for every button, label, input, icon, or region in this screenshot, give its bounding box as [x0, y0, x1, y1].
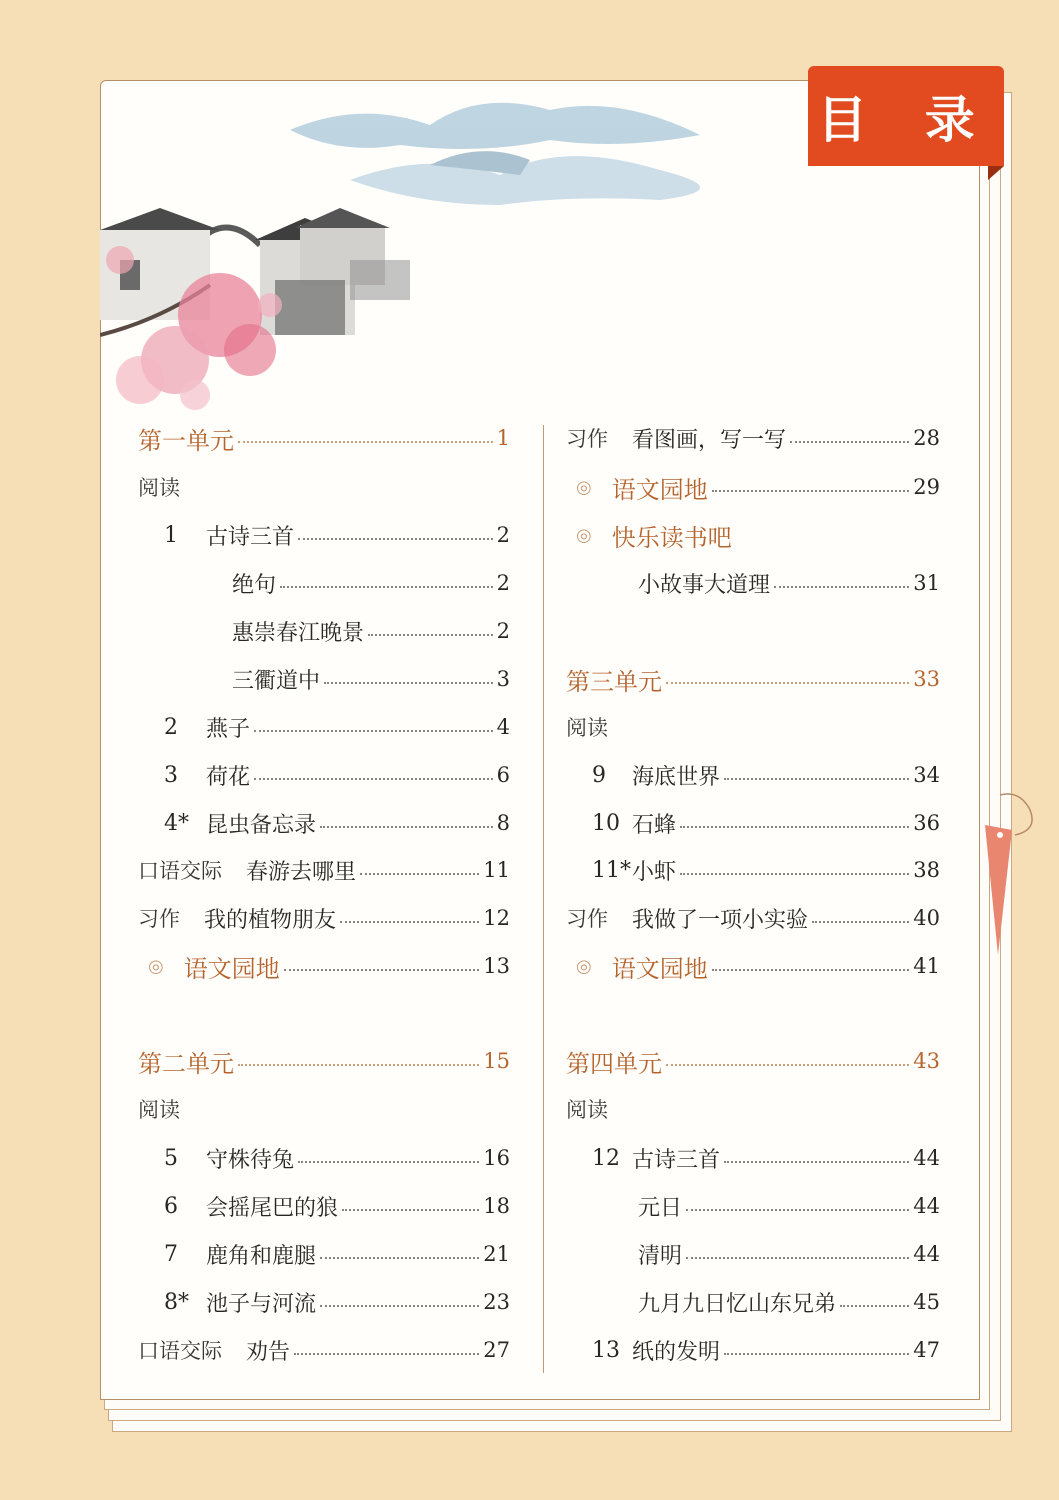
lesson-number: 13: [592, 1337, 620, 1363]
page-number: 38: [913, 858, 940, 882]
entry-title: 会摇尾巴的狼: [206, 1195, 339, 1221]
mountains-icon: [290, 103, 700, 205]
section-label: 习作: [566, 427, 608, 451]
entry-title: 池子与河流: [206, 1291, 317, 1317]
dot-leader: [724, 1353, 909, 1355]
page-title: 目 录: [808, 66, 1004, 166]
lesson-number: 5: [164, 1145, 178, 1171]
page-number: 2: [496, 571, 510, 595]
lesson-number: 12: [592, 1145, 620, 1171]
toc-entry-garden[interactable]: [148, 949, 510, 983]
dot-leader: [254, 730, 493, 732]
entry-title: 古诗三首: [206, 524, 295, 550]
entry-title: 三衢道中: [232, 668, 321, 694]
ink-landscape-illustration: [100, 80, 800, 420]
bullet-circle-icon: ◎: [148, 955, 164, 977]
page-number: 29: [913, 475, 940, 499]
page-number: 11: [483, 858, 510, 882]
toc-entry-lesson[interactable]: [164, 758, 510, 792]
dot-leader: [254, 778, 493, 780]
toc-entry-sub[interactable]: [232, 662, 510, 696]
dot-leader: [790, 441, 909, 443]
dot-leader: [340, 921, 479, 923]
section-label: 口语交际: [138, 859, 222, 883]
entry-title: 鹿角和鹿腿: [206, 1243, 317, 1269]
dot-leader: [324, 682, 493, 684]
dot-leader: [680, 873, 909, 875]
entry-title: 第二单元: [138, 1049, 234, 1078]
entry-title: 昆虫备忘录: [206, 812, 317, 838]
bullet-circle-icon: ◎: [576, 955, 592, 977]
hanging-tag-icon: [960, 790, 1059, 960]
lesson-number: 4*: [164, 810, 189, 836]
dot-leader: [320, 826, 493, 828]
dot-leader: [680, 826, 909, 828]
entry-title: 纸的发明: [632, 1339, 721, 1365]
lesson-number: 3: [164, 762, 178, 788]
toc-entry-sub[interactable]: [638, 1237, 940, 1271]
entry-title: 石蜂: [632, 812, 677, 838]
toc-entry-lesson[interactable]: [164, 710, 510, 744]
dot-leader: [284, 969, 480, 971]
toc-entry-labeled[interactable]: [138, 853, 510, 887]
section-label: 习作: [566, 907, 608, 931]
toc-entry-sub[interactable]: [638, 1285, 940, 1319]
toc-entry-lesson[interactable]: [592, 853, 940, 887]
entry-title: 荷花: [206, 764, 251, 790]
dot-leader: [320, 1305, 479, 1307]
lesson-number: 8*: [164, 1289, 189, 1315]
toc-entry-unit[interactable]: [138, 421, 510, 455]
dot-leader: [294, 1353, 479, 1355]
entry-title: 守株待兔: [206, 1147, 295, 1173]
page-number: 27: [483, 1338, 510, 1362]
toc-entry-sub[interactable]: [638, 566, 940, 600]
page-number: 1: [496, 426, 510, 450]
dot-leader: [812, 921, 909, 923]
toc-entry-garden[interactable]: [576, 949, 940, 983]
entry-title: 小虾: [632, 859, 677, 885]
toc-entry-garden[interactable]: [576, 470, 940, 504]
dot-leader: [666, 682, 909, 684]
entry-title: 阅读: [566, 716, 608, 740]
entry-title: 第三单元: [566, 667, 662, 696]
entry-title: 燕子: [206, 716, 251, 742]
page-number: 8: [496, 811, 510, 835]
entry-title: 元日: [638, 1195, 683, 1221]
dot-leader: [712, 969, 910, 971]
lesson-number: 1: [164, 522, 178, 548]
toc-entry-lesson[interactable]: [164, 1285, 510, 1319]
toc-entry-lesson[interactable]: [592, 758, 940, 792]
page-number: 28: [913, 426, 940, 450]
lesson-number: 10: [592, 810, 620, 836]
dot-leader: [840, 1305, 909, 1307]
dot-leader: [686, 1209, 909, 1211]
dot-leader: [238, 1064, 479, 1066]
toc-entry-unit[interactable]: [566, 662, 940, 696]
page-number: 2: [496, 619, 510, 643]
page-number: 6: [496, 763, 510, 787]
entry-title: 春游去哪里: [246, 859, 357, 885]
dot-leader: [298, 538, 493, 540]
lesson-number: 11*: [592, 857, 631, 883]
page-number: 16: [483, 1146, 510, 1170]
dot-leader: [686, 1257, 909, 1259]
entry-title: 快乐读书吧: [611, 523, 732, 552]
page-number: 41: [913, 954, 940, 978]
lesson-number: 7: [164, 1241, 178, 1267]
entry-title: 阅读: [138, 476, 180, 500]
page-number: 44: [913, 1242, 940, 1266]
page-number: 34: [913, 763, 940, 787]
page-number: 2: [496, 523, 510, 547]
entry-title: 语文园地: [611, 475, 708, 504]
toc-entry-sub[interactable]: [232, 566, 510, 600]
toc-entry-lesson[interactable]: [164, 1189, 510, 1223]
page-number: 13: [483, 954, 510, 978]
entry-title: 劝告: [246, 1339, 291, 1365]
page-number: 33: [913, 667, 940, 691]
entry-title: 我做了一项小实验: [632, 907, 809, 933]
entry-title: 第一单元: [138, 426, 234, 455]
lesson-number: 2: [164, 714, 178, 740]
toc-entry-unit[interactable]: [566, 1044, 940, 1078]
page-number: 45: [913, 1290, 940, 1314]
section-label: 习作: [138, 907, 180, 931]
lesson-number: 9: [592, 762, 606, 788]
page-number: 23: [483, 1290, 510, 1314]
entry-title: 语文园地: [611, 954, 708, 983]
page-number: 40: [913, 906, 940, 930]
toc-entry-lesson[interactable]: [164, 518, 510, 552]
toc-entry-section: [138, 470, 510, 504]
page-number: 18: [483, 1194, 510, 1218]
toc-entry-section: [138, 1092, 510, 1126]
entry-title: 阅读: [566, 1098, 608, 1122]
entry-title: 第四单元: [566, 1049, 662, 1078]
page-number: 12: [483, 906, 510, 930]
entry-title: 清明: [638, 1243, 683, 1269]
entry-title: 海底世界: [632, 764, 721, 790]
page-number: 15: [483, 1049, 510, 1073]
toc-entry-labeled[interactable]: [138, 1333, 510, 1367]
entry-title: 看图画，写一写: [632, 427, 787, 453]
toc-entry-unit[interactable]: [138, 1044, 510, 1078]
toc-entry-section: [566, 710, 940, 744]
toc-entry-labeled[interactable]: [566, 421, 940, 455]
page-number: 47: [913, 1338, 940, 1362]
bullet-circle-icon: ◎: [576, 524, 592, 546]
toc-entry-garden[interactable]: [576, 518, 940, 552]
page-number: 36: [913, 811, 940, 835]
toc-entry-lesson[interactable]: [592, 1141, 940, 1175]
toc-entry-sub[interactable]: [638, 1189, 940, 1223]
toc-entry-lesson[interactable]: [164, 1141, 510, 1175]
bullet-circle-icon: ◎: [576, 476, 592, 498]
column-divider: [543, 425, 544, 1373]
entry-title: 语文园地: [183, 954, 280, 983]
page-number: 4: [496, 715, 510, 739]
dot-leader: [774, 586, 909, 588]
toc-entry-labeled[interactable]: [138, 901, 510, 935]
dot-leader: [724, 778, 909, 780]
page-number: 21: [483, 1242, 510, 1266]
entry-title: 九月九日忆山东兄弟: [638, 1291, 837, 1317]
dot-leader: [320, 1257, 479, 1259]
dot-leader: [724, 1161, 909, 1163]
entry-title: 我的植物朋友: [204, 907, 337, 933]
toc-entry-lesson[interactable]: [592, 1333, 940, 1367]
dot-leader: [280, 586, 493, 588]
page-number: 43: [913, 1049, 940, 1073]
dot-leader: [238, 441, 493, 443]
page-number: 44: [913, 1146, 940, 1170]
entry-title: 阅读: [138, 1098, 180, 1122]
title-tab-fold: [988, 166, 1004, 180]
dot-leader: [368, 634, 493, 636]
toc-entry-sub[interactable]: [232, 614, 510, 648]
dot-leader: [298, 1161, 479, 1163]
lesson-number: 6: [164, 1193, 178, 1219]
toc-entry-labeled[interactable]: [566, 901, 940, 935]
toc-entry-lesson[interactable]: [164, 806, 510, 840]
toc-entry-section: [566, 1092, 940, 1126]
dot-leader: [712, 490, 910, 492]
page-number: 44: [913, 1194, 940, 1218]
page-number: 31: [913, 571, 940, 595]
page-number: 3: [496, 667, 510, 691]
toc-entry-lesson[interactable]: [164, 1237, 510, 1271]
entry-title: 小故事大道理: [638, 572, 771, 598]
entry-title: 绝句: [232, 572, 277, 598]
entry-title: 古诗三首: [632, 1147, 721, 1173]
dot-leader: [666, 1064, 909, 1066]
dot-leader: [360, 873, 479, 875]
entry-title: 惠崇春江晚景: [232, 620, 365, 646]
toc-entry-lesson[interactable]: [592, 806, 940, 840]
dot-leader: [342, 1209, 479, 1211]
section-label: 口语交际: [138, 1339, 222, 1363]
